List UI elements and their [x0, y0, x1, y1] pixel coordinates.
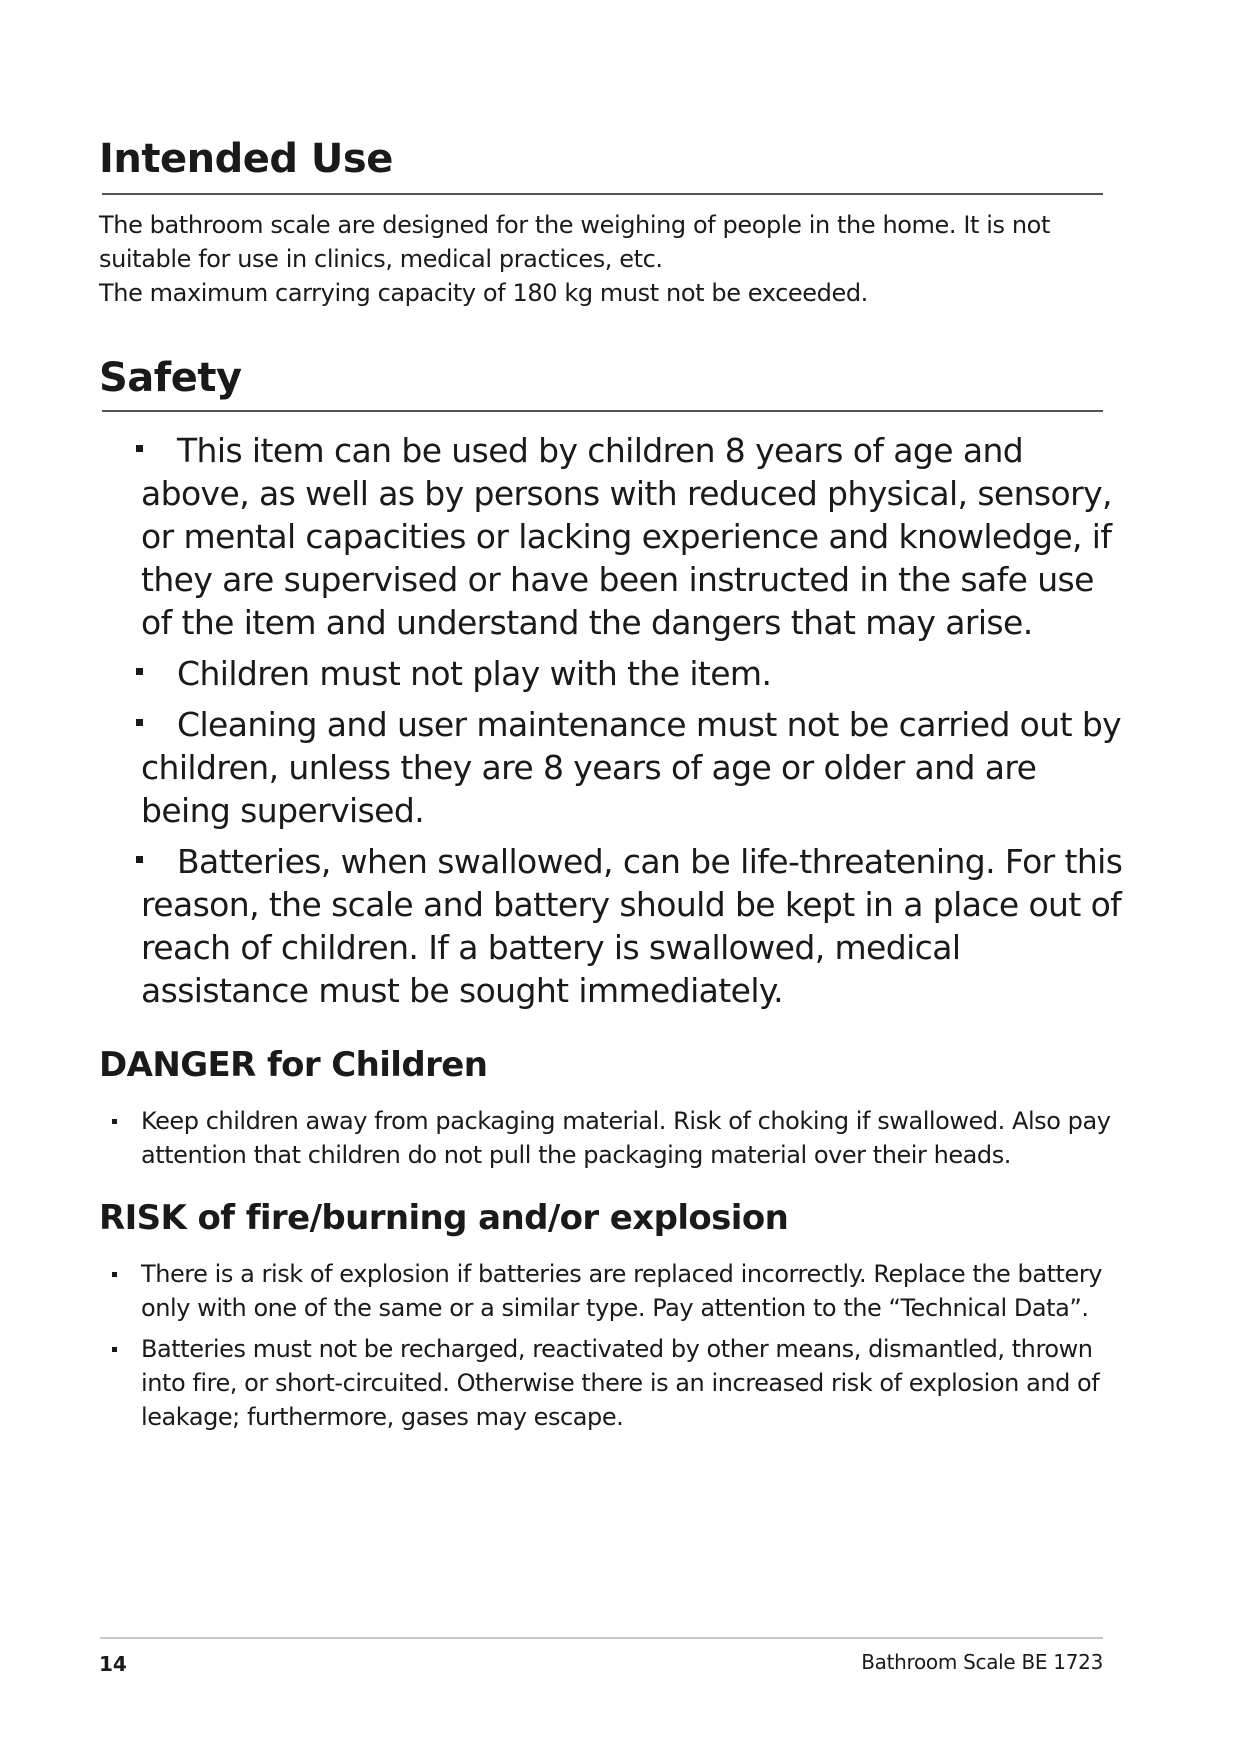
- intended-use-body: [99, 208, 1109, 310]
- danger-children-list: [112, 1104, 1112, 1179]
- page-number: 14: [99, 1652, 127, 1676]
- risk-fire-item-2: Batteries must not be recharged, reactivated by other means, dismantled, thrown into fire, or short-circuited. Otherwise there is an increased risk of explosion and of leakage; furthermore, gases may escape.: [112, 1332, 1112, 1434]
- intended-use-line-3: The maximum carrying capacity of 180 kg must not be exceeded.: [99, 279, 868, 307]
- safety-rule: [102, 410, 1103, 412]
- risk-fire-item-1: There is a risk of explosion if batteries are replaced incorrectly. Replace the battery only with one of the same or a similar type. Pay attention to the “Technical Data”.: [112, 1257, 1112, 1325]
- intended-use-line-1: The bathroom scale are designed for the weighing of people in the home. It is not: [99, 211, 1050, 239]
- intended-use-rule: [102, 193, 1103, 195]
- risk-fire-list: [112, 1257, 1112, 1441]
- bullet-icon: [136, 719, 143, 726]
- safety-item-1: This item can be used by children 8 years of age and above, as well as by persons with reduced physical, sensory, or mental capacities or lacking experience and knowledge, if they are supervised or have been instructed in the safe use of the item and understand the dangers that may arise.: [128, 429, 1128, 644]
- footer-rule: [100, 1637, 1103, 1639]
- safety-list: [128, 429, 1128, 1020]
- bullet-icon: [136, 445, 143, 452]
- bullet-icon: [136, 856, 143, 863]
- bullet-icon: [112, 1272, 117, 1277]
- safety-item-4: Batteries, when swallowed, can be life-threatening. For this reason, the scale and battery should be kept in a place out of reach of children. If a battery is swallowed, medical assistance must be sought immediately.: [128, 840, 1128, 1012]
- document-title: Bathroom Scale BE 1723: [861, 1650, 1103, 1674]
- intended-use-line-2: suitable for use in clinics, medical practices, etc.: [99, 245, 663, 273]
- risk-fire-heading: RISK of fire/burning and/or explosion: [99, 1198, 789, 1238]
- bullet-icon: [112, 1347, 117, 1352]
- safety-heading: Safety: [99, 355, 242, 401]
- danger-children-item-1: Keep children away from packaging material. Risk of choking if swallowed. Also pay attention that children do not pull the packaging material over their heads.: [112, 1104, 1112, 1172]
- safety-item-2: Children must not play with the item.: [128, 652, 1128, 695]
- bullet-icon: [136, 668, 143, 675]
- safety-item-3: Cleaning and user maintenance must not be carried out by children, unless they are 8 years of age or older and are being supervised.: [128, 703, 1128, 832]
- danger-children-heading: DANGER for Children: [99, 1045, 488, 1085]
- bullet-icon: [112, 1119, 117, 1124]
- intended-use-heading: Intended Use: [99, 136, 393, 182]
